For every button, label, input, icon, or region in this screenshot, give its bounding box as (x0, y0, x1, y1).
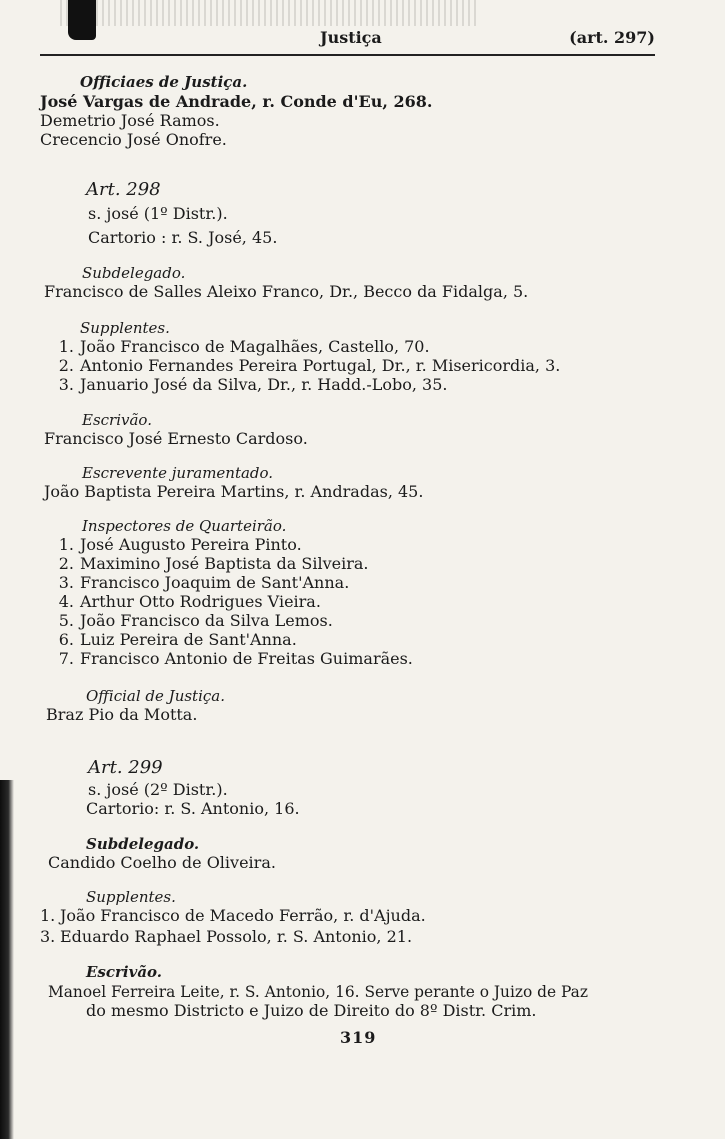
header-title: Justiça (320, 28, 382, 47)
official-heading: Official de Justiça. (86, 687, 225, 705)
inspector-entry: 4. Arthur Otto Rodrigues Vieira. (58, 592, 321, 611)
escrevente-name: João Baptista Pereira Martins, r. Andradas, 45. (44, 482, 424, 501)
supplente-entry: 2. Antonio Fernandes Pereira Portugal, Dr., r. Misericordia, 3. (58, 356, 561, 375)
subdelegado-name: Candido Coelho de Oliveira. (48, 853, 276, 872)
inspector-entry: 6. Luiz Pereira de Sant'Anna. (58, 630, 297, 649)
escrivao-heading: Escrivão. (86, 963, 163, 981)
inspector-entry: 5. João Francisco da Silva Lemos. (58, 611, 333, 630)
supplente-entry: 1. João Francisco de Magalhães, Castello, 70. (58, 337, 430, 356)
officials-heading: Officiaes de Justiça. (80, 73, 248, 91)
inspector-entry: 2. Maximino José Baptista da Silveira. (58, 554, 369, 573)
cartorio-address: Cartorio : r. S. José, 45. (88, 228, 278, 247)
cartorio-address: Cartorio: r. S. Antonio, 16. (86, 799, 300, 818)
header-article: (art. 297) (569, 28, 655, 47)
escrivao-name: Francisco José Ernesto Cardoso. (44, 429, 308, 448)
official-entry: José Vargas de Andrade, r. Conde d'Eu, 268. (40, 92, 433, 111)
escrivao-line: do mesmo Districto e Juizo de Direito do 8º Distr. Crim. (86, 1001, 537, 1020)
supplente-entry: 3. Januario José da Silva, Dr., r. Hadd.-Lobo, 35. (58, 375, 448, 394)
district-label: s. josé (2º Distr.). (88, 780, 228, 799)
official-name: Braz Pio da Motta. (46, 705, 198, 724)
subdelegado-name: Francisco de Salles Aleixo Franco, Dr., Becco da Fidalga, 5. (44, 282, 529, 301)
page-number: 319 (340, 1028, 377, 1047)
escrivao-heading: Escrivão. (82, 411, 152, 429)
supplentes-heading: Supplentes. (80, 319, 170, 337)
article-title: Art. 299 (88, 757, 163, 778)
supplente-entry: 1. João Francisco de Macedo Ferrão, r. d'Ajuda. (40, 906, 426, 925)
district-label: s. josé (1º Distr.). (88, 204, 228, 223)
inspector-entry: 1. José Augusto Pereira Pinto. (58, 535, 302, 554)
official-entry: Crecencio José Onofre. (40, 130, 227, 149)
running-header (40, 28, 655, 52)
subdelegado-heading: Subdelegado. (86, 835, 200, 853)
binding-shadow (0, 780, 14, 1139)
supplentes-heading: Supplentes. (86, 888, 176, 906)
official-entry: Demetrio José Ramos. (40, 111, 220, 130)
escrivao-line: Manoel Ferreira Leite, r. S. Antonio, 16. Serve perante o Juizo de Paz (48, 983, 588, 1001)
print-smudge (60, 0, 480, 26)
header-rule (40, 54, 655, 56)
article-title: Art. 298 (86, 179, 161, 200)
inspector-entry: 3. Francisco Joaquim de Sant'Anna. (58, 573, 350, 592)
subdelegado-heading: Subdelegado. (82, 264, 186, 282)
escrevente-heading: Escrevente juramentado. (82, 464, 274, 482)
inspector-entry: 7. Francisco Antonio de Freitas Guimarães. (58, 649, 413, 668)
inspectores-heading: Inspectores de Quarteirão. (82, 517, 287, 535)
supplente-entry: 3. Eduardo Raphael Possolo, r. S. Antonio, 21. (40, 927, 413, 946)
